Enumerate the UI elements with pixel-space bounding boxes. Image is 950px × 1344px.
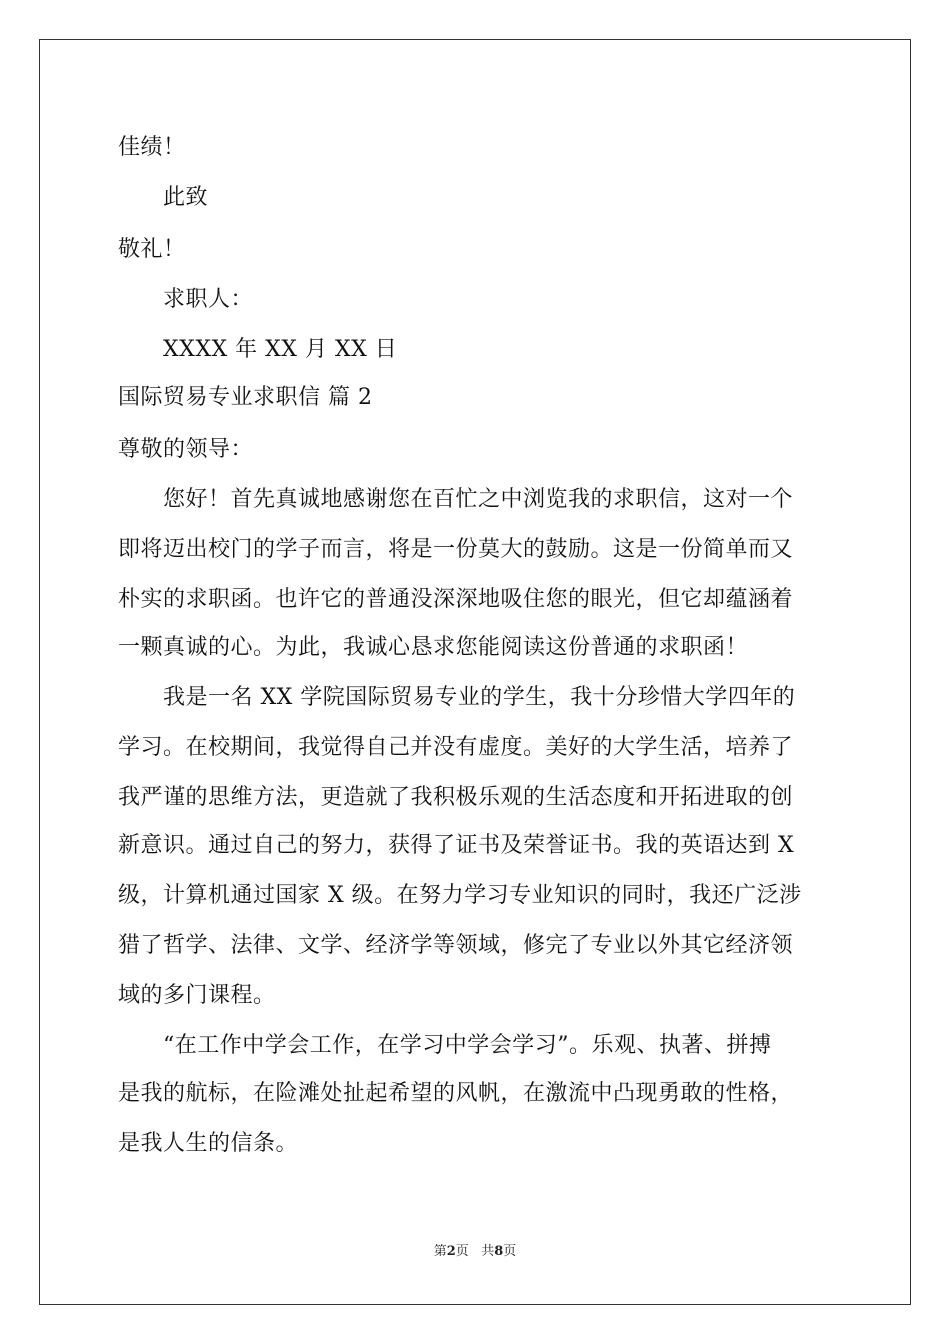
- text-line: 此致: [163, 185, 209, 210]
- paragraph-line: 级，计算机通过国家 X 级。在努力学习专业知识的同时，我还广泛涉: [118, 883, 802, 908]
- page-prefix: 第: [433, 1244, 447, 1259]
- total-pages: 8: [494, 1244, 504, 1259]
- text-line: 敬礼！: [118, 237, 186, 262]
- page-footer: [0, 1244, 950, 1260]
- paragraph-line: 朴实的求职函。也许它的普通没深深地吸住您的眼光，但它却蕴涵着: [118, 587, 794, 612]
- paragraph-line: 即将迈出校门的学子而言，将是一份莫大的鼓励。这是一份简单而又: [118, 537, 794, 562]
- paragraph-line: 我是一名 XX 学院国际贸易专业的学生，我十分珍惜大学四年的: [163, 685, 796, 710]
- date-line: XXXX 年 XX 月 XX 日: [163, 337, 398, 362]
- paragraph-line: 猎了哲学、法律、文学、经济学等领域，修完了专业以外其它经济领: [118, 933, 794, 958]
- total-prefix: 共: [481, 1244, 495, 1259]
- paragraph-line: “在工作中学会工作，在学习中学会学习”。乐观、执著、拼搏: [163, 1033, 772, 1058]
- text-line: 求职人：: [163, 287, 254, 312]
- paragraph-line: 您好！首先真诚地感谢您在百忙之中浏览我的求职信，这对一个: [163, 487, 794, 512]
- paragraph-line: 新意识。通过自己的努力，获得了证书及荣誉证书。我的英语达到 X: [118, 833, 795, 858]
- paragraph-line: 是我的航标，在险滩处扯起希望的风帆，在激流中凸现勇敢的性格，: [118, 1081, 794, 1106]
- salutation: 尊敬的领导：: [118, 437, 254, 462]
- total-suffix: 页: [503, 1244, 517, 1259]
- paragraph-line: 是我人生的信条。: [118, 1131, 299, 1156]
- page-number: 2: [446, 1244, 456, 1259]
- paragraph-line: 一颗真诚的心。为此，我诚心恳求您能阅读这份普通的求职函！: [118, 635, 749, 660]
- paragraph-line: 学习。在校期间，我觉得自己并没有虚度。美好的大学生活，培养了: [118, 735, 794, 760]
- text-line: 佳绩！: [118, 135, 186, 160]
- page-suffix: 页: [455, 1244, 469, 1259]
- paragraph-line: 我严谨的思维方法，更造就了我积极乐观的生活态度和开拓进取的创: [118, 785, 794, 810]
- paragraph-line: 域的多门课程。: [118, 983, 276, 1008]
- page-border: [39, 39, 911, 1305]
- section-heading: 国际贸易专业求职信 篇 2: [118, 385, 373, 410]
